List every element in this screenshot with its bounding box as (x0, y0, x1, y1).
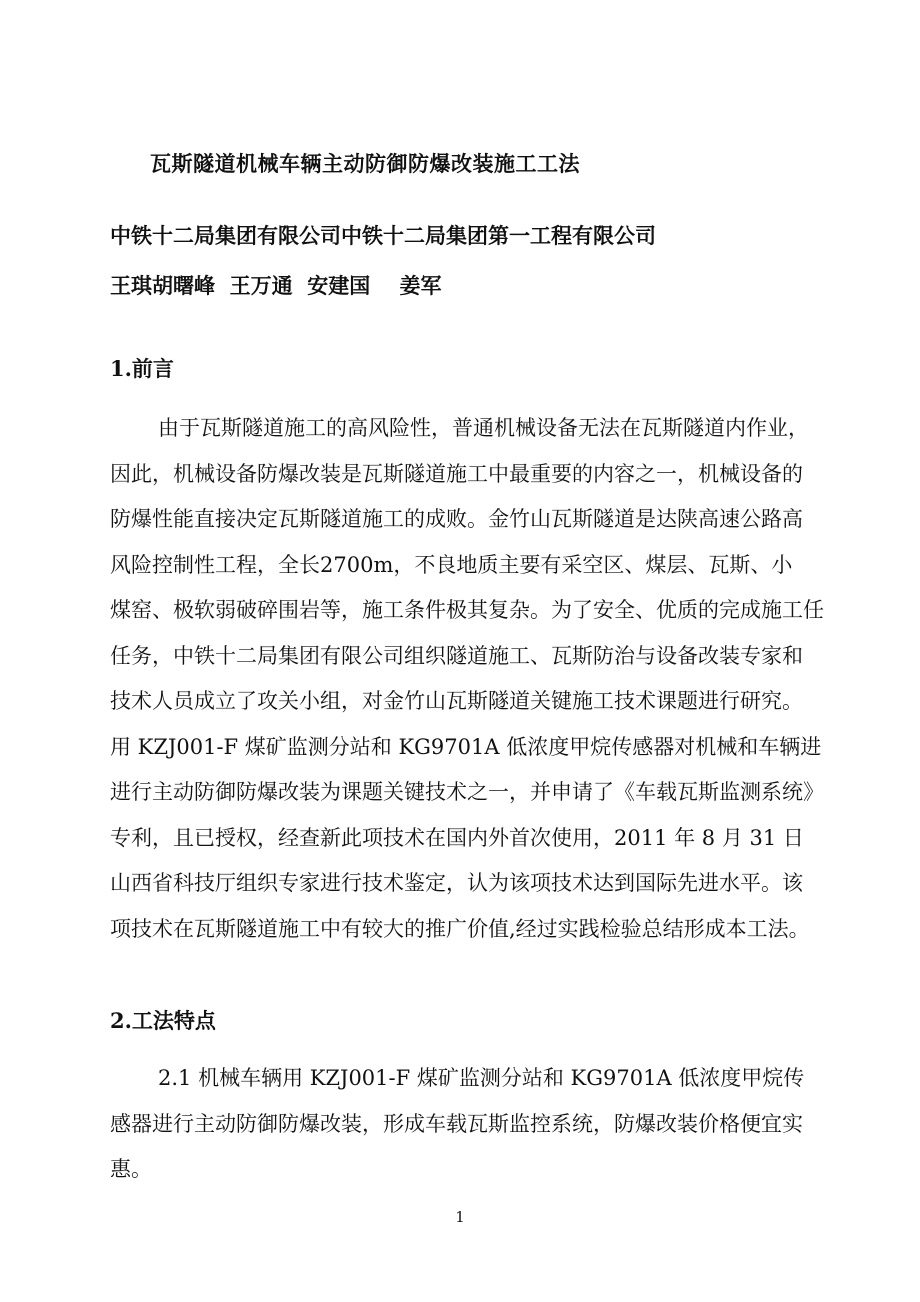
paragraph-line: 防爆性能直接决定瓦斯隧道施工的成败。金竹山瓦斯隧道是达陕高速公路高 (110, 507, 803, 531)
paragraph-line: 感器进行主动防御防爆改装，形成车载瓦斯监控系统，防爆改装价格便宜实 (110, 1111, 803, 1136)
section-paragraph-preface (110, 406, 850, 952)
organization-line: 中铁十二局集团有限公司中铁十二局集团第一工程有限公司 (110, 223, 656, 248)
section-paragraph-method-features (110, 1056, 850, 1193)
document-title: 瓦斯隧道机械车辆主动防御防爆改装施工工法 (150, 151, 580, 176)
section-heading-method-features: 2.工法特点 (110, 1008, 216, 1033)
authors-line: 王琪胡曙峰 王万通 安建国 姜军 (110, 273, 442, 298)
paragraph-line: 进行主动防御防爆改装为课题关键技术之一，并申请了《车载瓦斯监测系统》 (110, 780, 824, 804)
paragraph-line: 由于瓦斯隧道施工的高风险性，普通机械设备无法在瓦斯隧道内作业， (158, 416, 809, 440)
paragraph-line: 惠。 (110, 1157, 152, 1181)
paragraph-line: 用 KZJ001-F 煤矿监测分站和 KG9701A 低浓度甲烷传感器对机械和车辆进 (110, 734, 822, 759)
paragraph-line: 2.1 机械车辆用 KZJ001-F 煤矿监测分站和 KG9701A 低浓度甲烷传 (158, 1066, 805, 1090)
paragraph-line: 项技术在瓦斯隧道施工中有较大的推广价值,经过实践检验总结形成本工法。 (110, 916, 810, 941)
page-number: 1 (455, 1208, 465, 1226)
paragraph-line: 任务，中铁十二局集团有限公司组织隧道施工、瓦斯防治与设备改装专家和 (110, 643, 803, 668)
paragraph-line: 煤窑、极软弱破碎围岩等，施工条件极其复杂。为了安全、优质的完成施工任 (110, 598, 824, 622)
paragraph-line: 因此，机械设备防爆改装是瓦斯隧道施工中最重要的内容之一，机械设备的 (110, 461, 803, 486)
paragraph-line: 风险控制性工程，全长2700m，不良地质主要有采空区、煤层、瓦斯、小 (110, 552, 793, 577)
paragraph-line: 技术人员成立了攻关小组，对金竹山瓦斯隧道关键施工技术课题进行研究。 (110, 689, 803, 713)
section-heading-preface: 1.前言 (110, 356, 174, 381)
paragraph-line: 专利，且已授权，经查新此项技术在国内外首次使用，2011 年 8 月 31 日 (110, 825, 804, 850)
paragraph-line: 山西省科技厅组织专家进行技术鉴定，认为该项技术达到国际先进水平。该 (110, 871, 803, 895)
